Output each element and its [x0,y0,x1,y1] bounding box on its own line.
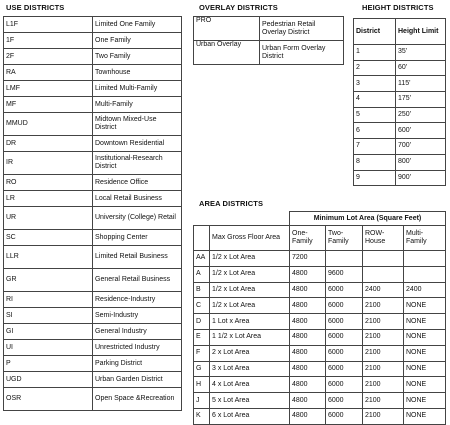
height-district-number: 6 [354,123,396,139]
use-district-code: RO [4,175,93,191]
area-floor-area: 1 1/2 x Lot Area [210,329,290,345]
table-row [194,17,344,41]
height-limit-value: 115' [396,76,446,92]
use-district-code: LMF [4,81,93,97]
area-one-family: 4800 [290,314,326,330]
area-district-code: J [194,393,210,409]
area-row-house [363,251,404,267]
area-multi-family: NONE [404,329,446,345]
table-row [354,139,446,155]
area-multi-family: NONE [404,377,446,393]
height-limit-value: 35' [396,45,446,61]
table-row [4,340,182,356]
use-district-name: Shopping Center [93,230,182,246]
use-district-name: Parking District [93,356,182,372]
use-district-code: 2F [4,49,93,65]
area-one-family: 7200 [290,251,326,267]
table-row [4,33,182,49]
area-two-family: 6000 [326,361,363,377]
table-row [4,372,182,388]
area-two-family: 6000 [326,345,363,361]
height-district-number: 7 [354,139,396,155]
table-row [354,123,446,139]
height-limit-value: 175' [396,92,446,108]
table-row [194,393,446,409]
table-row [4,136,182,152]
table-row [4,65,182,81]
use-district-name: Open Space &Recreation [93,388,182,411]
area-district-code: E [194,329,210,345]
area-multi-family: NONE [404,393,446,409]
use-district-name: General Industry [93,324,182,340]
area-two-family: 6000 [326,408,363,424]
area-multi-family: NONE [404,298,446,314]
area-blank-cell [210,212,290,226]
use-district-name: General Retail Business [93,269,182,292]
use-district-name: Semi-Industry [93,308,182,324]
area-districts-title: AREA DISTRICTS [199,199,264,208]
area-floor-area: 6 x Lot Area [210,408,290,424]
overlay-district-name: Urban Form Overlay District [260,41,344,65]
area-row-house: 2100 [363,345,404,361]
area-multi-family [404,266,446,282]
table-row [4,191,182,207]
table-row [4,17,182,33]
height-district-number: 1 [354,45,396,61]
area-row-house: 2100 [363,377,404,393]
use-district-code: GI [4,324,93,340]
area-floor-area: 4 x Lot Area [210,377,290,393]
area-multi-family: 2400 [404,282,446,298]
height-limit-value: 900' [396,170,446,186]
use-district-code: MMUD [4,113,93,136]
use-district-name: Limited One Family [93,17,182,33]
use-district-code: P [4,356,93,372]
table-row [4,175,182,191]
area-two-family: 6000 [326,329,363,345]
use-district-code: L1F [4,17,93,33]
area-one-family: 4800 [290,361,326,377]
table-row [4,308,182,324]
table-row [354,92,446,108]
use-district-name: One Family [93,33,182,49]
table-row [4,81,182,97]
area-two-family [326,251,363,267]
area-row-house: 2100 [363,408,404,424]
use-district-name: Limited Multi-Family [93,81,182,97]
height-limit-value: 250' [396,107,446,123]
overlay-district-code: Urban Overlay [194,41,260,65]
height-district-number: 3 [354,76,396,92]
use-district-code: OSR [4,388,93,411]
area-two-family: 6000 [326,298,363,314]
overlay-districts-table [193,16,344,65]
area-district-code: H [194,377,210,393]
table-row [4,230,182,246]
area-district-code: G [194,361,210,377]
height-col-district: District [354,19,396,45]
use-districts-title: USE DISTRICTS [6,3,65,12]
area-multi-family: NONE [404,345,446,361]
area-blank-cell [194,212,210,226]
table-row [4,356,182,372]
area-one-family: 4800 [290,408,326,424]
table-row [4,97,182,113]
area-floor-area: 2 x Lot Area [210,345,290,361]
table-row [4,207,182,230]
height-district-number: 5 [354,107,396,123]
area-row-house: 2100 [363,361,404,377]
area-district-code: C [194,298,210,314]
area-district-code: B [194,282,210,298]
area-one-family: 4800 [290,298,326,314]
height-district-number: 8 [354,154,396,170]
use-district-code: MF [4,97,93,113]
use-district-name: Midtown Mixed-Use District [93,113,182,136]
height-limit-value: 800' [396,154,446,170]
area-two-family: 9600 [326,266,363,282]
area-district-code: D [194,314,210,330]
table-row [194,408,446,424]
use-district-name: Local Retail Business [93,191,182,207]
area-row-house: 2100 [363,314,404,330]
height-limit-value: 60' [396,60,446,76]
area-multi-family: NONE [404,408,446,424]
table-row [194,266,446,282]
table-row [354,154,446,170]
area-multi-family: NONE [404,361,446,377]
area-one-family: 4800 [290,329,326,345]
use-district-name: Multi-Family [93,97,182,113]
area-two-family: 6000 [326,377,363,393]
area-col-two-family: Two-Family [326,226,363,251]
area-col-code [194,226,210,251]
height-district-number: 9 [354,170,396,186]
table-row [194,345,446,361]
table-row [4,292,182,308]
table-row [194,298,446,314]
overlay-districts-title: OVERLAY DISTRICTS [199,3,278,12]
area-col-multi-family: Multi-Family [404,226,446,251]
use-district-name: Two Family [93,49,182,65]
table-row [354,45,446,61]
height-limit-value: 700' [396,139,446,155]
area-floor-area: 1/2 x Lot Area [210,266,290,282]
table-row [354,60,446,76]
use-district-name: Residence-Industry [93,292,182,308]
area-one-family: 4800 [290,345,326,361]
area-floor-area: 1/2 x Lot Area [210,298,290,314]
area-two-family: 6000 [326,314,363,330]
use-districts-table [3,16,182,411]
area-col-row-house: ROW-House [363,226,404,251]
use-district-name: Limited Retail Business [93,246,182,269]
use-district-code: UI [4,340,93,356]
area-district-code: K [194,408,210,424]
height-district-number: 2 [354,60,396,76]
table-row [194,41,344,65]
use-district-code: UGD [4,372,93,388]
area-districts-table [193,211,446,425]
area-district-code: F [194,345,210,361]
area-floor-area: 1 Lot x Area [210,314,290,330]
table-row [4,246,182,269]
area-multi-family: NONE [404,314,446,330]
table-row [194,377,446,393]
area-one-family: 4800 [290,377,326,393]
use-district-name: Institutional-Research District [93,152,182,175]
use-district-name: Residence Office [93,175,182,191]
table-row [194,361,446,377]
use-district-code: GR [4,269,93,292]
use-district-code: 1F [4,33,93,49]
overlay-district-name: Pedestrian Retail Overlay District [260,17,344,41]
table-row [4,269,182,292]
table-row [194,314,446,330]
table-row [354,107,446,123]
area-one-family: 4800 [290,266,326,282]
table-row [4,324,182,340]
table-row [354,76,446,92]
use-district-name: Urban Garden District [93,372,182,388]
table-row [194,329,446,345]
area-row-house: 2100 [363,393,404,409]
table-row [4,388,182,411]
height-district-number: 4 [354,92,396,108]
area-two-family: 6000 [326,393,363,409]
area-floor-area: 3 x Lot Area [210,361,290,377]
table-row [194,251,446,267]
area-district-code: A [194,266,210,282]
table-row [4,49,182,65]
use-district-name: Townhouse [93,65,182,81]
height-districts-title: HEIGHT DISTRICTS [362,3,434,12]
area-one-family: 4800 [290,282,326,298]
height-limit-value: 600' [396,123,446,139]
area-floor-area: 5 x Lot Area [210,393,290,409]
area-col-floor: Max Gross Floor Area [210,226,290,251]
area-row-house [363,266,404,282]
area-floor-area: 1/2 x Lot Area [210,251,290,267]
area-floor-area: 1/2 x Lot Area [210,282,290,298]
use-district-code: RA [4,65,93,81]
use-district-code: LR [4,191,93,207]
use-district-name: Unrestricted Industry [93,340,182,356]
use-district-code: SI [4,308,93,324]
use-district-name: Downtown Residential [93,136,182,152]
area-district-code: AA [194,251,210,267]
table-row [4,113,182,136]
use-district-code: RI [4,292,93,308]
use-district-code: UR [4,207,93,230]
height-col-limit: Height Limit [396,19,446,45]
use-district-code: IR [4,152,93,175]
table-row [354,170,446,186]
use-district-code: DR [4,136,93,152]
height-districts-table [353,18,446,186]
area-row-house: 2100 [363,298,404,314]
area-row-house: 2100 [363,329,404,345]
use-district-code: LLR [4,246,93,269]
area-one-family: 4800 [290,393,326,409]
table-row [194,282,446,298]
area-two-family: 6000 [326,282,363,298]
area-col-one-family: One-Family [290,226,326,251]
use-district-code: SC [4,230,93,246]
area-group-header: Minimum Lot Area (Square Feet) [290,212,446,226]
table-row [4,152,182,175]
overlay-district-code: PRO [194,17,260,41]
area-row-house: 2400 [363,282,404,298]
use-district-name: University (College) Retail [93,207,182,230]
area-multi-family [404,251,446,267]
